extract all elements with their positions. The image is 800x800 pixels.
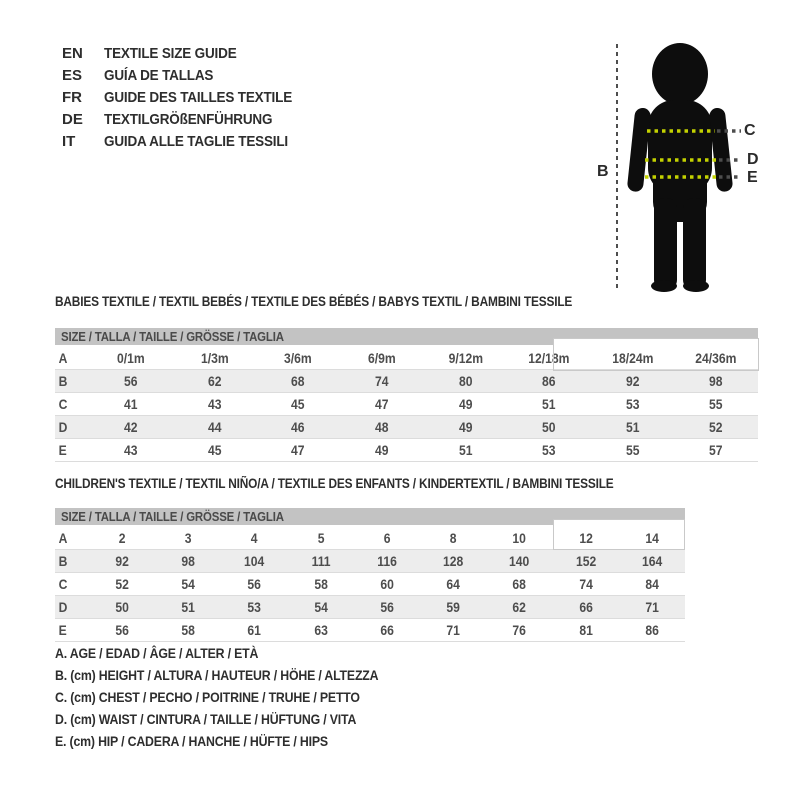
row-label: C — [58, 576, 68, 592]
table-cell: 49 — [458, 396, 473, 412]
table-cell: 54 — [181, 576, 196, 592]
table-cell: 56 — [115, 622, 129, 638]
table-cell: 3/6m — [284, 350, 312, 366]
babies-highlight-box-top — [553, 338, 759, 348]
chest-measure-label: C — [744, 122, 756, 139]
table-cell: 47 — [291, 442, 305, 458]
table-row — [55, 370, 758, 393]
row-values — [89, 393, 758, 415]
table-cell: 71 — [446, 622, 460, 638]
table-cell: 53 — [542, 442, 556, 458]
legend-line-text: C. (cm) CHEST / PECHO / POITRINE / TRUHE / PETTO — [55, 689, 360, 705]
table-cell: 59 — [446, 599, 460, 615]
table-cell: 53 — [247, 599, 262, 615]
row-label: E — [58, 442, 67, 458]
table-cell: 98 — [709, 373, 723, 389]
table-cell: 45 — [291, 396, 305, 412]
table-cell: 12 — [578, 530, 593, 546]
language-title: GUÍA DE TALLAS — [104, 67, 214, 84]
table-cell: 71 — [645, 599, 659, 615]
children-table-header-text: SIZE / TALLA / TAILLE / GRÖSSE / TAGLIA — [61, 509, 284, 524]
table-cell: 128 — [443, 553, 464, 569]
row-label: A — [58, 350, 68, 366]
table-cell: 56 — [380, 599, 394, 615]
table-row — [55, 573, 685, 596]
language-row — [62, 111, 313, 133]
babies-section-title-text: BABIES TEXTILE / TEXTIL BEBÉS / TEXTILE DES BÉBÉS / BABYS TEXTIL / BAMBINI TESSILE — [55, 294, 573, 309]
row-values — [89, 439, 758, 461]
legend-line — [55, 711, 422, 733]
table-cell: 62 — [207, 373, 222, 389]
table-cell: 47 — [374, 396, 389, 412]
table-cell: 5 — [317, 530, 325, 546]
table-cell: 41 — [124, 396, 138, 412]
measurement-legend — [55, 645, 422, 755]
language-code: DE — [62, 111, 83, 128]
legend-line-text: E. (cm) HIP / CADERA / HANCHE / HÜFTE / HIPS — [55, 733, 328, 749]
babies-size-table — [55, 328, 758, 462]
row-values — [89, 347, 758, 369]
table-cell: 98 — [181, 553, 196, 569]
table-cell: 86 — [645, 622, 659, 638]
table-cell: 50 — [115, 599, 129, 615]
table-cell: 86 — [542, 373, 556, 389]
language-row — [62, 133, 313, 155]
table-cell: 116 — [377, 553, 397, 569]
babies-table-header-text: SIZE / TALLA / TAILLE / GRÖSSE / TAGLIA — [61, 329, 284, 344]
table-cell: 61 — [247, 622, 262, 638]
table-cell: 52 — [115, 576, 129, 592]
table-cell: 24/36m — [695, 350, 737, 366]
table-cell: 44 — [207, 419, 222, 435]
table-cell: 164 — [641, 553, 662, 569]
table-cell: 92 — [115, 553, 129, 569]
table-row — [55, 619, 685, 642]
table-cell: 2 — [118, 530, 126, 546]
table-cell: 66 — [380, 622, 394, 638]
table-cell: 81 — [578, 622, 593, 638]
row-values — [89, 550, 685, 572]
children-section-title-text: CHILDREN'S TEXTILE / TEXTIL NIÑO/A / TEXTILE DES ENFANTS / KINDERTEXTIL / BAMBINI TESSILE — [55, 476, 614, 491]
row-label: D — [58, 599, 68, 615]
table-cell: 42 — [124, 419, 138, 435]
table-row — [55, 527, 685, 550]
legend-line — [55, 733, 422, 755]
table-row — [55, 416, 758, 439]
table-cell: 14 — [645, 530, 659, 546]
row-label: E — [58, 622, 67, 638]
table-cell: 55 — [709, 396, 723, 412]
children-size-table — [55, 508, 685, 642]
table-cell: 51 — [542, 396, 556, 412]
legend-line-text: D. (cm) WAIST / CINTURA / TAILLE / HÜFTUNG / VITA — [55, 711, 357, 727]
table-cell: 80 — [458, 373, 473, 389]
waist-measure-label: D — [747, 151, 759, 168]
table-cell: 55 — [625, 442, 640, 458]
table-cell: 4 — [251, 530, 258, 546]
height-measure-label: B — [597, 163, 609, 180]
table-cell: 140 — [509, 553, 530, 569]
language-code: FR — [62, 89, 82, 106]
children-table-body — [55, 527, 685, 642]
table-cell: 6 — [383, 530, 391, 546]
table-cell: 56 — [247, 576, 262, 592]
table-cell: 58 — [181, 622, 196, 638]
table-cell: 74 — [374, 373, 389, 389]
table-cell: 68 — [291, 373, 305, 389]
table-cell: 49 — [458, 419, 473, 435]
children-section-title — [55, 476, 690, 491]
table-row — [55, 550, 685, 573]
language-title: TEXTILE SIZE GUIDE — [104, 45, 237, 62]
table-cell: 62 — [512, 599, 527, 615]
row-values — [89, 573, 685, 595]
legend-line-text: B. (cm) HEIGHT / ALTURA / HAUTEUR / HÖHE / ALTEZZA — [55, 667, 379, 683]
table-cell: 64 — [446, 576, 460, 592]
row-values — [89, 416, 758, 438]
row-label: A — [58, 530, 68, 546]
language-row — [62, 45, 313, 67]
legend-line — [55, 667, 422, 689]
table-cell: 63 — [314, 622, 328, 638]
table-cell: 111 — [311, 553, 331, 569]
table-cell: 74 — [578, 576, 593, 592]
babies-table-body — [55, 347, 758, 462]
table-cell: 56 — [124, 373, 138, 389]
table-cell: 43 — [207, 396, 222, 412]
table-cell: 43 — [124, 442, 138, 458]
table-cell: 58 — [314, 576, 328, 592]
row-values — [89, 619, 685, 641]
children-highlight-box-top — [553, 519, 685, 528]
language-code: IT — [62, 133, 76, 150]
table-cell: 1/3m — [200, 350, 229, 366]
legend-line — [55, 689, 422, 711]
table-row — [55, 596, 685, 619]
table-cell: 92 — [625, 373, 640, 389]
hip-measure-label: E — [747, 169, 758, 186]
table-cell: 10 — [512, 530, 527, 546]
table-cell: 8 — [449, 530, 457, 546]
table-cell: 57 — [709, 442, 723, 458]
table-cell: 51 — [458, 442, 473, 458]
row-values — [89, 370, 758, 392]
table-cell: 76 — [512, 622, 527, 638]
language-code: ES — [62, 67, 83, 84]
row-values — [89, 527, 685, 549]
language-title: TEXTILGRÖßENFÜHRUNG — [104, 111, 273, 128]
table-cell: 0/1m — [116, 350, 145, 366]
table-cell: 60 — [380, 576, 394, 592]
table-cell: 6/9m — [367, 350, 396, 366]
table-cell: 52 — [709, 419, 723, 435]
table-cell: 152 — [575, 553, 596, 569]
legend-line-text: A. AGE / EDAD / ÂGE / ALTER / ETÀ — [55, 645, 259, 661]
babies-section-title — [55, 294, 643, 309]
language-title-list — [62, 45, 313, 155]
language-row — [62, 89, 313, 111]
table-cell: 18/24m — [611, 350, 654, 366]
language-code: EN — [62, 45, 83, 62]
legend-line — [55, 645, 422, 667]
table-cell: 3 — [184, 530, 192, 546]
table-cell: 51 — [181, 599, 196, 615]
table-row — [55, 439, 758, 462]
row-label: C — [58, 396, 68, 412]
table-cell: 45 — [207, 442, 222, 458]
table-cell: 54 — [314, 599, 328, 615]
table-cell: 46 — [291, 419, 305, 435]
row-label: B — [58, 553, 68, 569]
table-cell: 66 — [578, 599, 593, 615]
language-title: GUIDE DES TAILLES TEXTILE — [104, 89, 293, 106]
language-row — [62, 67, 313, 89]
table-cell: 51 — [625, 419, 640, 435]
table-row — [55, 347, 758, 370]
table-cell: 53 — [625, 396, 640, 412]
language-title: GUIDA ALLE TAGLIE TESSILI — [104, 133, 289, 150]
row-values — [89, 596, 685, 618]
table-cell: 84 — [645, 576, 659, 592]
table-cell: 104 — [244, 553, 265, 569]
table-cell: 50 — [542, 419, 556, 435]
row-label: D — [58, 419, 68, 435]
toddler-silhouette — [627, 43, 734, 292]
table-cell: 9/12m — [448, 350, 483, 366]
row-label: B — [58, 373, 68, 389]
table-cell: 49 — [374, 442, 389, 458]
table-cell: 48 — [374, 419, 389, 435]
child-silhouette-figure — [585, 36, 770, 296]
table-row — [55, 393, 758, 416]
table-cell: 12/18m — [528, 350, 570, 366]
table-cell: 68 — [512, 576, 527, 592]
